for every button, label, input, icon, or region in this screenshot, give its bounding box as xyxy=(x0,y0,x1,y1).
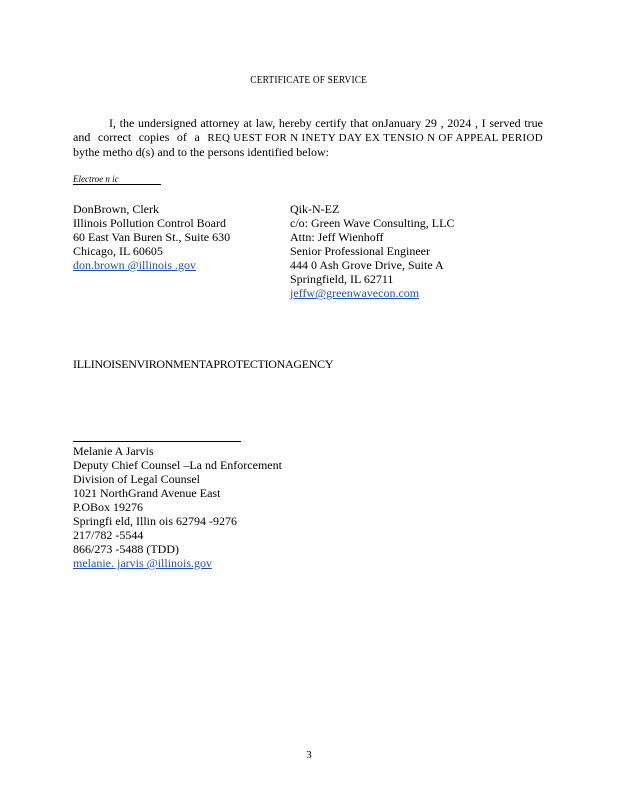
service-method-label: Electroe n ic xyxy=(73,174,161,185)
recipient-address2: Springfield, IL 62711 xyxy=(290,272,394,286)
intro-paragraph xyxy=(73,116,543,159)
recipient-left xyxy=(73,202,230,272)
certificate-title: CERTIFICATE OF SERVICE xyxy=(250,74,368,86)
recipient-name: Qik-N-EZ xyxy=(290,202,340,216)
recipient-attn: Attn: Jeff Wienhoff xyxy=(290,230,384,244)
signer-title: Deputy Chief Counsel –La nd Enforcement xyxy=(73,458,282,472)
signer-block xyxy=(73,444,282,570)
recipient-org: c/o: Green Wave Consulting, LLC xyxy=(290,216,455,230)
recipient-email-link[interactable]: don.brown @illinois .gov xyxy=(73,258,197,272)
signature-line xyxy=(73,441,241,442)
signer-address: 1021 NorthGrand Avenue East xyxy=(73,486,221,500)
signer-name: Melanie A Jarvis xyxy=(73,444,154,458)
signer-division: Division of Legal Counsel xyxy=(73,472,200,486)
recipient-email-link[interactable]: jeffw@greenwavecon.com xyxy=(290,286,420,300)
intro-text-part1: I, the undersigned attorney at law, hereby certify that onJanuary 29 , 2024 , I served true and correct copies of a xyxy=(73,116,543,144)
motion-title: REQ UEST FOR N INETY DAY EX TENSIO N OF APPEAL PERIOD xyxy=(207,132,543,144)
intro-text-part2: bythe metho d(s) and to the persons identified below: xyxy=(73,145,329,159)
signer-tdd: 866/273 -5488 (TDD) xyxy=(73,542,179,556)
recipient-title: Senior Professional Engineer xyxy=(290,244,430,258)
recipient-address2: Chicago, IL 60605 xyxy=(73,244,163,258)
recipient-address1: 444 0 Ash Grove Drive, Suite A xyxy=(290,258,444,272)
recipient-org: Illinois Pollution Control Board xyxy=(73,216,227,230)
page-number: 3 xyxy=(306,749,312,761)
recipient-address1: 60 East Van Buren St., Suite 630 xyxy=(73,230,231,244)
agency-name: ILLINOISENVIRONMENTAPROTECTIONAGENCY xyxy=(73,357,334,371)
signer-phone: 217/782 -5544 xyxy=(73,528,144,542)
signer-pobox: P.OBox 19276 xyxy=(73,500,144,514)
signer-city: Springfi eld, Illin ois 62794 -9276 xyxy=(73,514,237,528)
recipient-name: DonBrown, Clerk xyxy=(73,202,159,216)
signer-email-link[interactable]: melanie. jarvis @illinois.gov xyxy=(73,556,213,570)
recipient-right xyxy=(290,202,454,300)
